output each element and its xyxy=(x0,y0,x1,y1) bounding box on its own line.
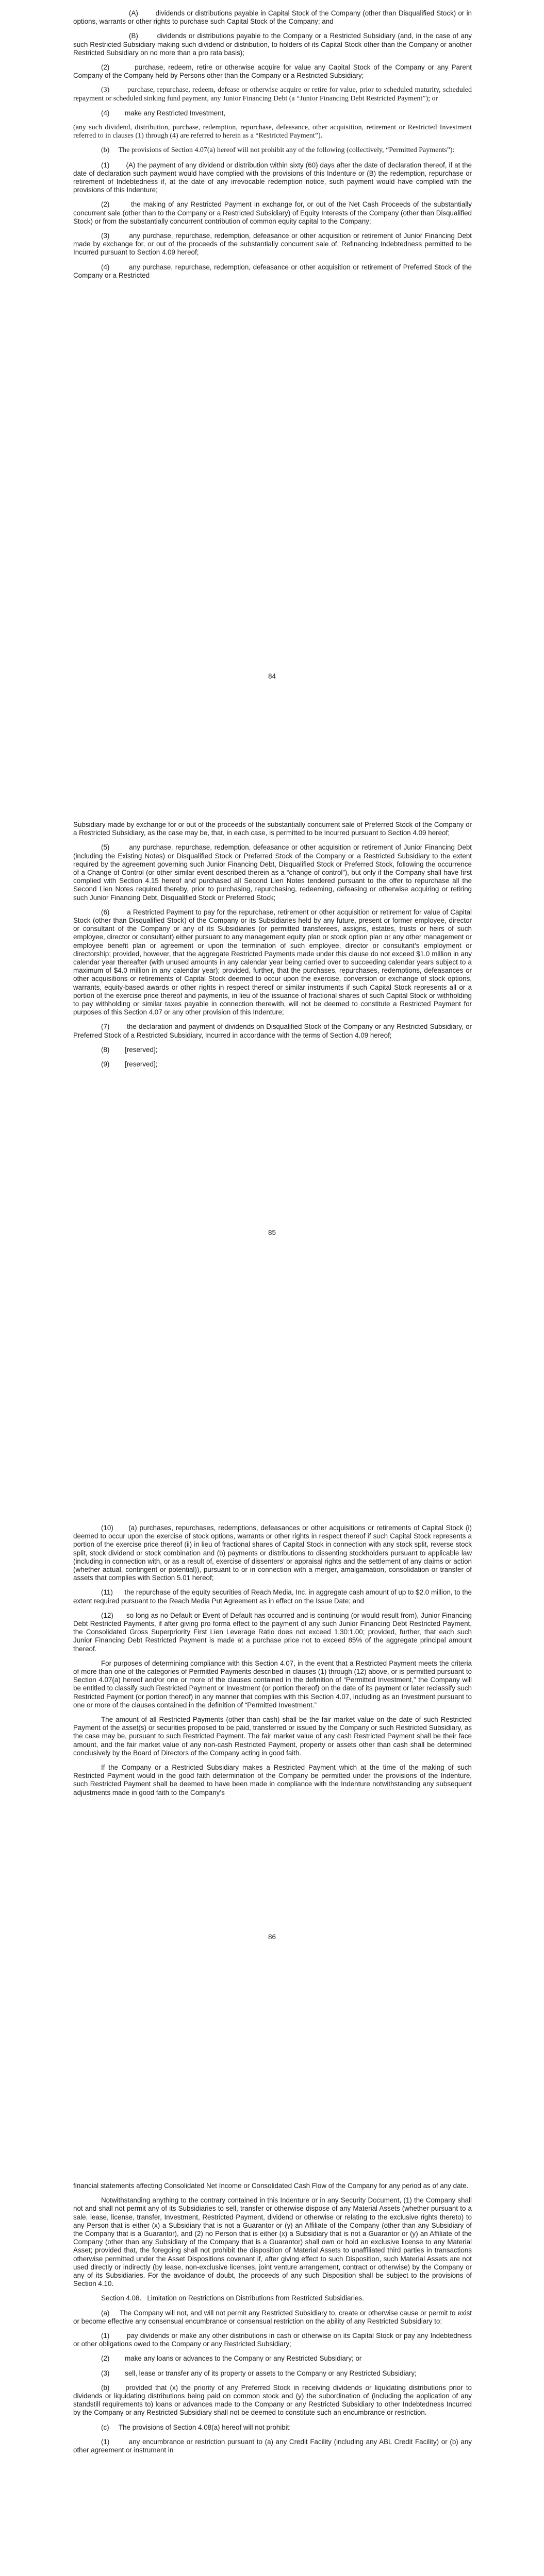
document-page-85 xyxy=(0,703,544,1406)
paragraph: (b) provided that (x) the priority of any Preferred Stock in receiving dividends or liquidating distributions prior to dividends or liquidating distributions being paid on common stock and (y) the subordination of (including the application of any standstill requirements to) loans or advances made to the Company or any Restricted Subsidiary to other Indebtedness Incurred by the Company or any Restricted Subsidiary shall not be deemed to constitute such an encumbrance or restriction. xyxy=(73,2383,472,2417)
paragraph: (3) purchase, repurchase, redeem, defease or otherwise acquire or retire for value, prior to scheduled maturity, scheduled repayment or scheduled sinking fund payment, any Junior Financing Debt (a “Junior Financing Debt Restricted Payment”); or xyxy=(73,86,472,103)
page-body xyxy=(73,9,472,280)
paragraph: (2) the making of any Restricted Payment in exchange for, or out of the Net Cash Proceeds of the substantially concurrent sale (other than to the Company or a Restricted Subsidiary) of Equity Interests of the Company (other than Disqualified Stock) or from the substantially concurrent contribution of common equity capital to the Company; xyxy=(73,200,472,225)
document-page-86 xyxy=(0,1406,544,2110)
page-body xyxy=(73,1524,472,1797)
paragraph: The amount of all Restricted Payments (other than cash) shall be the fair market value on the date of such Restricted Payment of the asset(s) or securities proposed to be paid, transferred or issued by the Company or such Restricted Subsidiary, as the case may be, pursuant to such Restricted Payment. The fair market value of any cash Restricted Payment shall be their face amount, and the fair market value of any non-cash Restricted Payment, property or assets other than cash shall be determined conclusively by the Board of Directors of the Company acting in good faith. xyxy=(73,1716,472,1757)
page-body xyxy=(73,821,472,1069)
page-body xyxy=(73,2182,472,2454)
paragraph: If the Company or a Restricted Subsidiary makes a Restricted Payment which at the time of the making of such Restricted Payment would in the good faith determination of the Company be permitted under the provisions of the Indenture, such Restricted Payment shall be deemed to have been made in compliance with the Indenture notwithstanding any subsequent adjustments made in good faith to the Company’s xyxy=(73,1764,472,1797)
paragraph: (a) The Company will not, and will not permit any Restricted Subsidiary to, create or otherwise cause or permit to exist or become effective any consensual encumbrance or consensual restriction on the ability of any Restricted Subsidiary to: xyxy=(73,2309,472,2325)
paragraph: (1) pay dividends or make any other distributions in cash or otherwise on its Capital Stock or pay any Indebtedness or other obligations owed to the Company or any Restricted Subsidiary; xyxy=(73,2332,472,2348)
page-number: 85 xyxy=(268,1229,276,1236)
paragraph: For purposes of determining compliance with this Section 4.07, in the event that a Restricted Payment meets the criteria of more than one of the categories of Permitted Payments described in clauses (1) through (12) above, or is permitted pursuant to Section 4.07(a) hereof and/or one or more of the clauses contained in the definition of “Permitted Investment,” the Company will be entitled to classify such Restricted Payment or Investment (or portion thereof) on the date of its payment or later reclassify such Restricted Payment (or portion thereof) in any manner that complies with this Section 4.07, including as an Investment pursuant to one or more of the clauses contained in the definition of “Permitted Investment.” xyxy=(73,1659,472,1709)
paragraph: (4) any purchase, repurchase, redemption, defeasance or other acquisition or retirement of Preferred Stock of the Company or a Restricted xyxy=(73,263,472,279)
paragraph: (7) the declaration and payment of dividends on Disqualified Stock of the Company or any Restricted Subsidiary, or Preferred Stock of a Restricted Subsidiary, Incurred in accordance with the terms of Section 4.09 hereof; xyxy=(73,1023,472,1039)
paragraph: (1) any encumbrance or restriction pursuant to (a) any Credit Facility (including any ABL Credit Facility) or (b) any other agreement or instrument in xyxy=(73,2437,472,2454)
paragraph: (9) [reserved]; xyxy=(101,1060,158,1069)
paragraph: (any such dividend, distribution, purchase, redemption, repurchase, defeasance, other acquisition, retirement or Restricted Investment referred to in clauses (1) through (4) are referred to herein as a “Restricted Payment”). xyxy=(73,124,472,140)
document-page-84 xyxy=(0,0,544,703)
paragraph: (B) dividends or distributions payable to the Company or a Restricted Subsidiary (and, in the case of any such Restricted Subsidiary making such dividend or distribution, to holders of its Capital Stock other than the Company or another Restricted Subsidiary on no more than a pro rata basis); xyxy=(73,32,472,57)
paragraph: (5) any purchase, repurchase, redemption, defeasance or other acquisition or retirement of Junior Financing Debt (including the Existing Notes) or Disqualified Stock or Preferred Stock of the Company or a Restricted Subsidiary to the extent required by the agreement governing such Junior Financing Debt, Disqualified Stock or Preferred Stock, following the occurrence of a Change of Control (or other similar event described therein as a “change of control”), but only if the Company shall have first complied with Section 4.15 hereof and purchased all Second Lien Notes tendered pursuant to the offer to repurchase all the Second Lien Notes required thereby, prior to purchasing, repurchasing, redeeming, defeasing or otherwise acquiring or retiring such Junior Financing Debt, Disqualified Stock or Preferred Stock; xyxy=(73,843,472,902)
paragraph: (b) The provisions of Section 4.07(a) hereof will not prohibit any of the following (collectively, “Permitted Payments”): xyxy=(101,146,455,155)
paragraph: (10) (a) purchases, repurchases, redemptions, defeasances or other acquisitions or retirements of Capital Stock (i) deemed to occur upon the exercise of stock options, warrants or other rights in respect thereof if such Capital Stock represents a portion of the exercise price thereof (ii) in lieu of fractional shares of Capital Stock in connection with any stock split, reverse stock split, stock dividend or stock combination and (b) payments or distributions to dissenting stockholders pursuant to applicable law (including in connection with, or as a result of, exercise of dissenters’ or appraisal rights and the settlement of any claims or action (whether actual, contingent or potential)), pursuant to or in connection with a merger, amalgamation, consolidation or transfer of assets that complies with Section 5.01 hereof; xyxy=(73,1524,472,1582)
paragraph: (12) so long as no Default or Event of Default has occurred and is continuing (or would result from), Junior Financing Debt Restricted Payments, if after giving pro forma effect to the payment of any such Junior Financing Debt Restricted Payment, the Consolidated Gross Superpriority First Lien Leverage Ratio does not exceed 1.30:1.00; provided, further, that each such Junior Financing Debt Restricted Payment is made at a purchase price not to exceed 85% of the aggregate principal amount thereof. xyxy=(73,1611,472,1653)
paragraph: (11) the repurchase of the equity securities of Reach Media, Inc. in aggregate cash amount of up to $2.0 million, to the extent required pursuant to the Reach Media Put Agreement as in effect on the Issue Date; and xyxy=(73,1588,472,1605)
page-number: 86 xyxy=(268,1933,276,1941)
document-page-87 xyxy=(0,2110,544,2576)
page-number: 84 xyxy=(268,672,276,680)
paragraph: Notwithstanding anything to the contrary contained in this Indenture or in any Security Document, (1) the Company shall not and shall not permit any of its Subsidiaries to sell, transfer or otherwise dispose of any Material Assets (whether pursuant to a sale, lease, license, transfer, Investment, Restricted Payment, dividend or otherwise or relating to the exclusive rights thereto) to any Person that is either (x) a Subsidiary that is not a Guarantor or (y) an Affiliate of the Company (other than any Subsidiary of the Company that is a Guarantor), and (2) no Person that is either (x) a Subsidiary that is not a Guarantor or (y) an Affiliate of the Company (other than any Subsidiary of the Company that is a Guarantor) shall own or hold an exclusive license to any Material Asset; provided that, the foregoing shall not prohibit the disposition of Material Assets to unaffiliated third parties in transactions otherwise permitted under the Asset Dispositions covenant if, after giving effect to such Disposition, such Material Assets are not used directly or indirectly (by lease, non-exclusive licenses, joint venture arrangement, contract or otherwise) by the Company or any of its Subsidiaries. For the avoidance of doubt, the proceeds of any such Disposition shall be subject to the provisions of Section 4.10. xyxy=(73,2196,472,2288)
paragraph: Subsidiary made by exchange for or out of the proceeds of the substantially concurrent sale of Preferred Stock of the Company or a Restricted Subsidiary, as the case may be, that, in each case, is permitted to be Incurred pursuant to Section 4.09 hereof; xyxy=(73,821,472,837)
paragraph: (3) any purchase, repurchase, redemption, defeasance or other acquisition or retirement of Junior Financing Debt made by exchange for, or out of the proceeds of the substantially concurrent sale of, Refinancing Indebtedness permitted to be Incurred pursuant to Section 4.09 hereof; xyxy=(73,232,472,257)
paragraph: (A) dividends or distributions payable in Capital Stock of the Company (other than Disqualified Stock) or in options, warrants or other rights to purchase such Capital Stock of the Company; and xyxy=(73,9,472,26)
paragraph: (2) make any loans or advances to the Company or any Restricted Subsidiary; or xyxy=(101,2354,362,2363)
paragraph: (1) (A) the payment of any dividend or distribution within sixty (60) days after the date of declaration thereof, if at the date of declaration such payment would have complied with the provisions of this Indenture or (B) the redemption, repurchase or retirement of Indebtedness if, at the date of any irrevocable redemption notice, such payment would have complied with the provisions of this Indenture; xyxy=(73,161,472,194)
paragraph: financial statements affecting Consolidated Net Income or Consolidated Cash Flow of the Company for any period as of any date. xyxy=(73,2182,469,2190)
paragraph: (4) make any Restricted Investment, xyxy=(101,109,226,117)
paragraph: (8) [reserved]; xyxy=(101,1045,158,1054)
paragraph: (c) The provisions of Section 4.08(a) hereof will not prohibit: xyxy=(101,2423,291,2431)
paragraph: (3) sell, lease or transfer any of its property or assets to the Company or any Restricted Subsidiary; xyxy=(101,2369,417,2377)
paragraph: (6) a Restricted Payment to pay for the repurchase, retirement or other acquisition or retirement for value of Capital Stock (other than Disqualified Stock) of the Company or its Subsidiaries held by any future, present or former employee, director or consultant of the Company or any of its Subsidiaries (or permitted transferees, assigns, estates, trusts or heirs of such employee, director or consultant) either pursuant to any management equity plan or stock option plan or any other management or employee benefit plan or agreement or upon the termination of such employee, director or consultant’s employment or directorship; provided, however, that the aggregate Restricted Payments made under this clause do not exceed $1.0 million in any calendar year thereafter (with unused amounts in any calendar year being carried over to succeeding calendar years subject to a maximum of $4.0 million in any calendar year); provided, further, that the purchases, repurchases, redemptions, defeasances or other acquisitions or retirements of Capital Stock deemed to occur upon the exercise, conversion or exchange of stock options, warrants, equity-based awards or other rights in respect thereof or similar instruments if such Capital Stock represents all or a portion of the exercise price thereof and payments, in lieu of the issuance of fractional shares of such Capital Stock or withholding to pay withholding or similar taxes payable in connection therewith, will not be deemed to constitute a Restricted Payment for purposes of this Section 4.07 or any other provision of this Indenture; xyxy=(73,908,472,1016)
paragraph: Section 4.08. Limitation on Restrictions on Distributions from Restricted Subsidiaries. xyxy=(101,2294,364,2302)
paragraph: (2) purchase, redeem, retire or otherwise acquire for value any Capital Stock of the Company or any Parent Company of the Company held by Persons other than the Company or a Restricted Subsidiary; xyxy=(73,63,472,80)
